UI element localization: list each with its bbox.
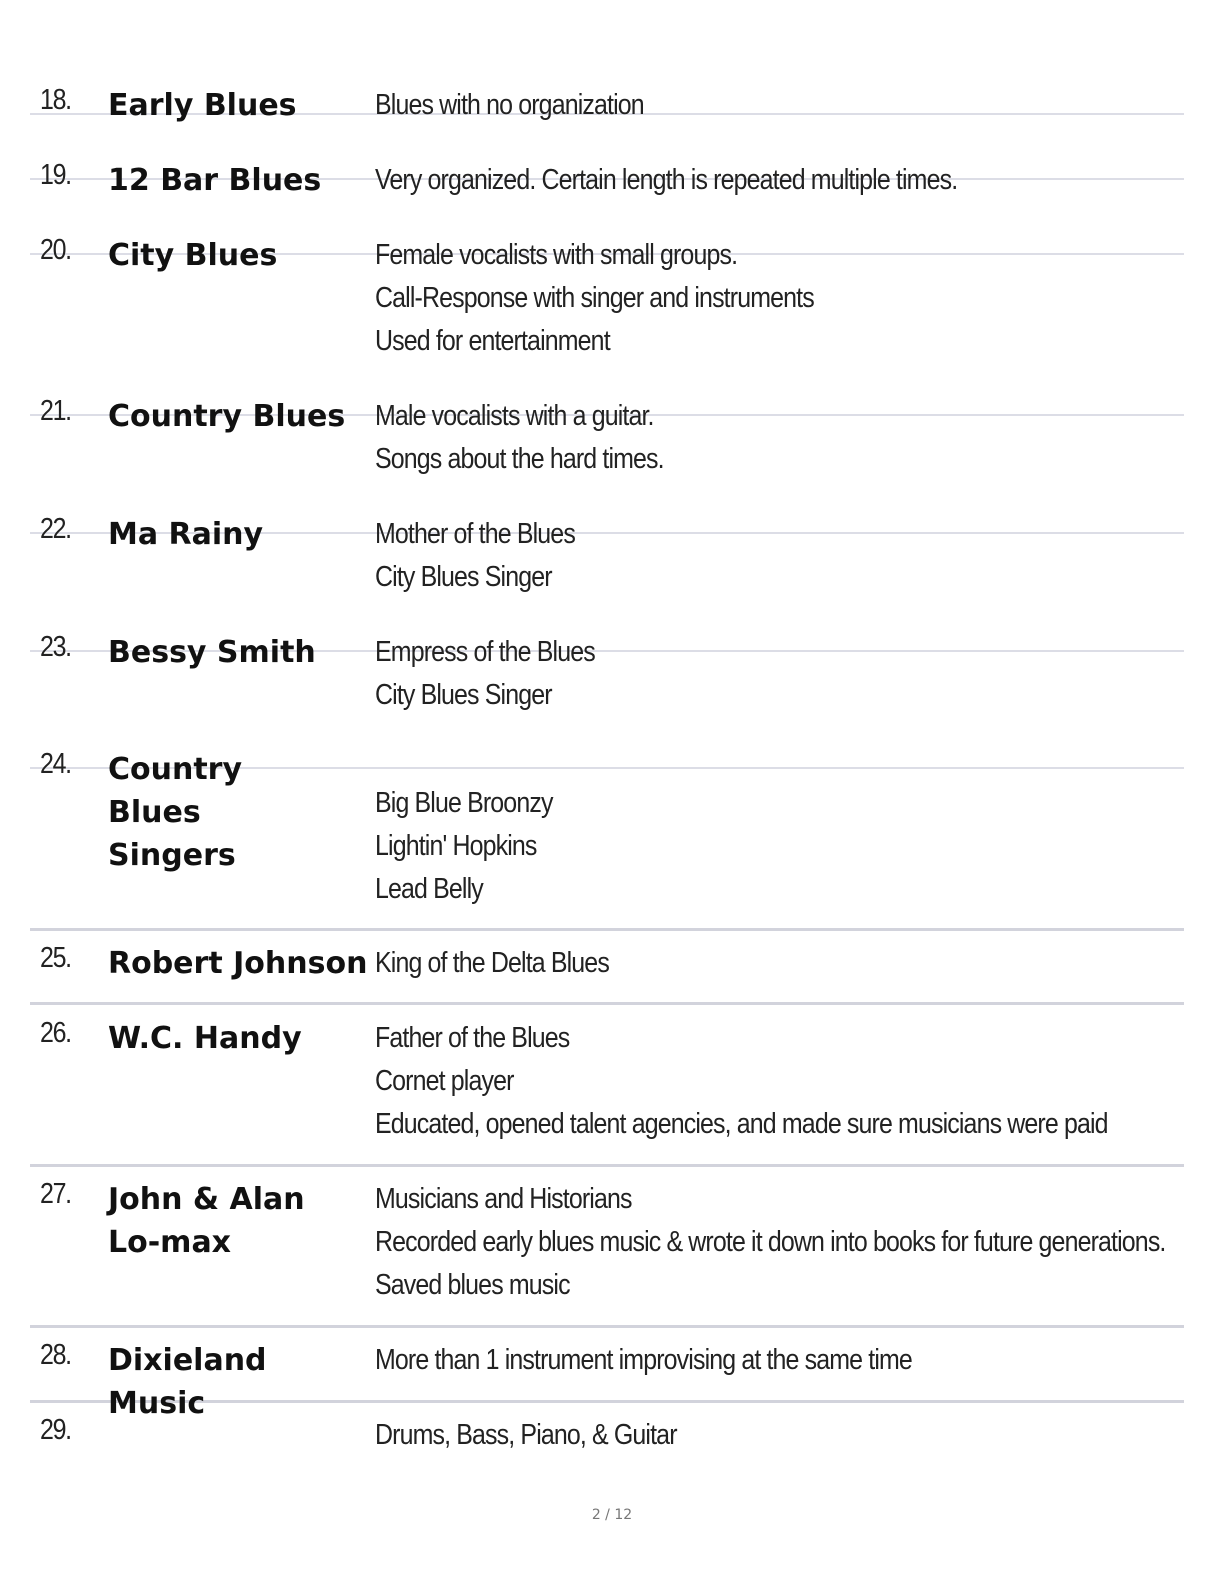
- entry-number: 19.: [40, 159, 71, 191]
- entry-number: 25.: [40, 942, 71, 974]
- divider-line: [30, 928, 1184, 931]
- definition-line: Big Blue Broonzy: [375, 787, 553, 819]
- definition-line: Cornet player: [375, 1065, 514, 1097]
- entry-term: Bessy Smith: [108, 635, 316, 670]
- entry-definitions: [375, 1339, 1175, 1382]
- definition-line: Call-Response with singer and instruments: [375, 282, 814, 314]
- entry-term: W.C. Handy: [108, 1021, 302, 1056]
- definition-line: King of the Delta Blues: [375, 947, 609, 979]
- entry-number: 22.: [40, 513, 71, 545]
- entry-definitions: [375, 234, 1175, 363]
- entry-number: 27.: [40, 1178, 71, 1210]
- definition-line: Educated, opened talent agencies, and made sure musicians were paid: [375, 1108, 1108, 1140]
- entry-term: Country Blues: [108, 399, 346, 434]
- entry-definitions: [375, 395, 1175, 481]
- definition-line: Father of the Blues: [375, 1022, 570, 1054]
- entry-term: 12 Bar Blues: [108, 163, 322, 198]
- page-indicator: 2 / 12: [591, 1507, 633, 1523]
- definition-line: Drums, Bass, Piano, & Guitar: [375, 1419, 677, 1451]
- definition-line: Songs about the hard times.: [375, 443, 664, 475]
- entry-definitions: [375, 942, 1175, 985]
- definition-line: Recorded early blues music & wrote it down into books for future generations.: [375, 1226, 1166, 1258]
- divider-line: [30, 1002, 1184, 1005]
- definition-line: Lead Belly: [375, 873, 483, 905]
- entry-definitions: [375, 1414, 1175, 1457]
- definition-line: Male vocalists with a guitar.: [375, 400, 654, 432]
- entry-number: 26.: [40, 1017, 71, 1049]
- entry-number: 29.: [40, 1414, 71, 1446]
- entry-term: John & Alan Lo-max: [108, 1182, 305, 1260]
- entry-term: City Blues: [108, 238, 278, 273]
- entry-definitions: [375, 1017, 1175, 1146]
- entry-term: Dixieland Music: [108, 1343, 267, 1421]
- definition-line: City Blues Singer: [375, 679, 552, 711]
- definition-line: City Blues Singer: [375, 561, 552, 593]
- entry-definitions: [375, 84, 1175, 127]
- entry-term: Robert Johnson: [108, 946, 368, 981]
- entry-definitions: [375, 1178, 1175, 1307]
- entry-number: 20.: [40, 234, 71, 266]
- definition-line: Used for entertainment: [375, 325, 610, 357]
- entry-number: 23.: [40, 631, 71, 663]
- entry-number: 21.: [40, 395, 71, 427]
- divider-line: [30, 1164, 1184, 1167]
- entry-definitions: [375, 159, 1175, 202]
- entry-term: Ma Rainy: [108, 517, 264, 552]
- definition-line: Mother of the Blues: [375, 518, 575, 550]
- definition-line: Lightin' Hopkins: [375, 830, 537, 862]
- definition-line: Female vocalists with small groups.: [375, 239, 738, 271]
- definition-line: More than 1 instrument improvising at the same time: [375, 1344, 912, 1376]
- definition-line: Musicians and Historians: [375, 1183, 632, 1215]
- entry-definitions: [375, 513, 1175, 599]
- definition-line: Empress of the Blues: [375, 636, 595, 668]
- entry-number: 24.: [40, 748, 71, 780]
- divider-line: [30, 1325, 1184, 1328]
- entry-term: Early Blues: [108, 88, 297, 123]
- entry-definitions: [375, 782, 1175, 911]
- entry-number: 28.: [40, 1339, 71, 1371]
- definition-line: Blues with no organization: [375, 89, 644, 121]
- definition-line: Saved blues music: [375, 1269, 570, 1301]
- entry-number: 18.: [40, 84, 71, 116]
- definition-line: Very organized. Certain length is repeated multiple times.: [375, 164, 958, 196]
- entry-term: Country Blues Singers: [108, 752, 243, 873]
- entry-definitions: [375, 631, 1175, 717]
